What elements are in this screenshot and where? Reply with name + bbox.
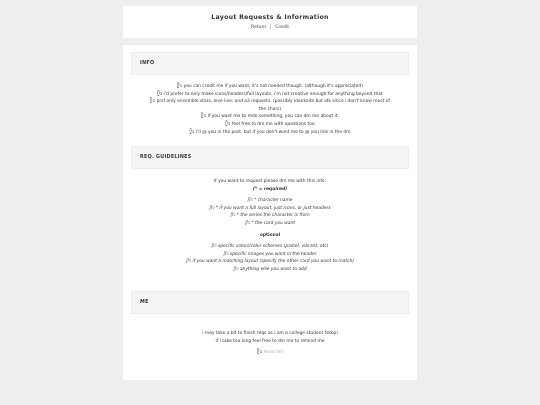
info-line: ᥫ᭡ feel free to dm me with questions too: [225, 121, 315, 127]
main-tell-link[interactable]: main tell: [263, 350, 283, 356]
page-title: Layout Requests & Information: [211, 14, 329, 21]
info-line: ᥫ᭡ prsf only ensemble stars, love live, and a3 requests. (possibly idenkaite but idk since i don't know most of: [150, 99, 390, 105]
section-heading-info: INFO: [131, 52, 409, 75]
info-line: ᥫ᭡ i'll @ you in the post, but if you don't want me to @ you link in the dm: [189, 129, 351, 135]
req-required-item: ᥫ᭡ * the series the character is from: [230, 213, 310, 219]
req-required-item: ᥫ᭡ * if you want a full layout, just icons, or just headers: [209, 205, 331, 211]
section-heading-me: ME: [131, 291, 409, 314]
req-required-note: (* = required): [252, 186, 288, 192]
me-line: if i take too long feel free to dm me to remind me: [215, 338, 325, 344]
info-block: [131, 83, 409, 136]
me-line: i may take a bit to finish reqs as i am a college student fskbjn: [202, 331, 338, 336]
header-nav: [123, 24, 417, 30]
me-footer-prefix: ᥫ᭡: [257, 350, 263, 356]
main-card: [123, 45, 417, 380]
header-card: [123, 6, 417, 38]
info-line: the chars): [258, 106, 282, 112]
nav-credit-link[interactable]: Credit: [275, 25, 290, 30]
me-footer: [131, 349, 409, 357]
req-block: [131, 178, 409, 274]
section-heading-req: REQ. GUIDELINES: [131, 146, 409, 169]
req-optional-item: ᥫ᭡ if you want a matching layout (specify the other card you want to match): [185, 259, 355, 265]
req-optional-label: optional: [259, 232, 281, 238]
req-intro: if you want to request please dm me with this info:: [213, 179, 327, 184]
me-block: [131, 330, 409, 357]
req-required-item: ᥫ᭡ * character name: [247, 198, 293, 204]
info-line: ᥫ᭡ if you want me to redo something, you can dm me about it.: [201, 114, 339, 120]
req-required-item: ᥫ᭡ * the card you want: [244, 220, 295, 226]
req-optional-item: ᥫ᭡ anything else you want to add: [233, 266, 307, 272]
info-line: ᥫ᭡ i'd prefer to only make icons/headers/full layouts. i'm not creative enough for anything beyond that: [157, 91, 383, 97]
req-optional-item: ᥫ᭡ specific colors/color schemes (pastel, vibrant, etc): [211, 244, 329, 250]
req-optional-item: ᥫ᭡ specific images you want in the header: [223, 251, 317, 257]
info-line: ᥫ᭡ you can credit me if you want, it's not needed though. (although it's appreciated): [177, 84, 363, 89]
nav-return-link[interactable]: Return: [250, 25, 267, 30]
